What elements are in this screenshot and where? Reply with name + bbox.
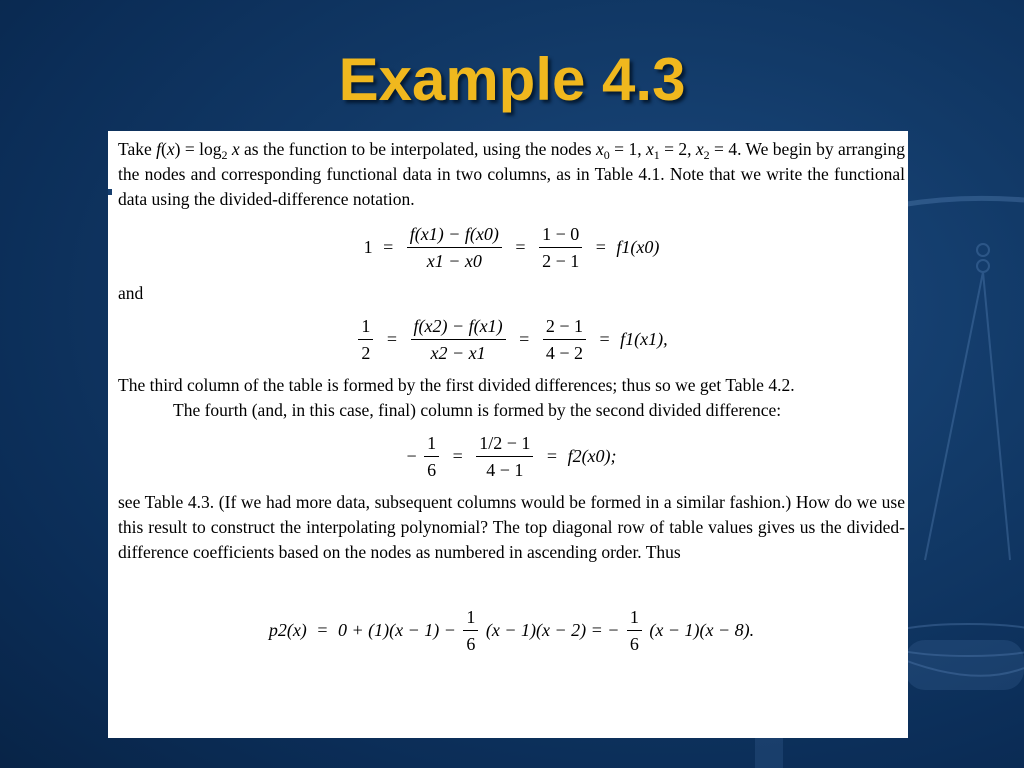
fourth-column-paragraph: The fourth (and, in this case, final) column is formed by the second divided difference: (173, 400, 782, 420)
intro-as: as the function to be interpolated, using the nodes (244, 139, 592, 159)
eq4-term3: (x − 1)(x − 8). (649, 620, 755, 640)
eq3-den: 4 − 1 (486, 460, 524, 480)
eq1-fraction-1 (407, 222, 502, 273)
eq2-num2: 2 − 1 (543, 314, 586, 340)
equation-first-divided-difference-2: $\frac{1}{2}$ = $\frac{f(x2) - f(x1)}{x2 - x1}$ = $\frac{2 - 1}{4 - 2}$ = f1(x1), (118, 314, 905, 365)
node-list: $x_0 = 1$, $x_1 = 2$, $x_2 = 4$. (596, 139, 742, 162)
eq1-num2: 1 − 0 (539, 222, 582, 248)
equation-first-divided-difference-1: 1 = $\frac{f(x1) - f(x0)}{x1 - x0}$ = $\frac{1 - 0}{2 - 1}$ = f1(x0) (363, 224, 660, 271)
eq1-num1: f(x1) − f(x0) (407, 222, 502, 248)
eq4-term1: 0 + (1)(x − 1) − (337, 620, 456, 640)
function-definition: f (156, 139, 162, 159)
eq4-frac2-den: 6 (629, 634, 639, 654)
table-4-3-paragraph: see Table 4.3. (If we had more data, subsequent columns would be formed in a similar fashion.) How do we use this result to construct the interpolating polynomial? The top diagonal row of table values gives us the divided-difference coefficients based on the nodes as numbered in ascending order. Thus (118, 492, 905, 562)
eq1-rhs: f1(x0) (616, 237, 660, 257)
eq2-den1: x2 − x1 (430, 343, 486, 363)
eq2-lhs-fraction (358, 314, 373, 365)
eq1-lhs: 1 (363, 237, 373, 257)
eq2-fraction-2 (543, 314, 586, 365)
eq4-lhs: p2(x) (268, 620, 307, 640)
panel-notch (108, 189, 112, 195)
eq2-lhs-den: 2 (361, 343, 371, 363)
eq4-frac1-num: 1 (463, 605, 478, 631)
intro-paragraph: Take $f(x) = \log_2 x$ as the function to be interpolated, using the nodes $x_0 = 1$, $x_1 = 2$, $x_2 = 4$. We begin by arranging the nodes and corresponding functional data in two columns, as in Table 4.1. Note that we write the functional data using the divided-difference notation. (118, 139, 906, 209)
equation-second-divided-difference: − $\frac{1}{6}$ = $\frac{1/2 - 1}{4 - 1}$ = f2(x0); (406, 433, 617, 480)
eq2-den2: 4 − 2 (545, 343, 583, 363)
eq3-lhs-fraction (424, 431, 439, 482)
third-column-paragraph: The third column of the table is formed by the first divided differences; thus so we get Table 4.2. (118, 375, 795, 395)
eq4-term2: (x − 1)(x − 2) = − (485, 620, 620, 640)
eq3-fraction (476, 431, 533, 482)
eq2-lhs-num: 1 (358, 314, 373, 340)
eq1-den2: 2 − 1 (542, 251, 580, 271)
slide-title: Example 4.3 (338, 46, 686, 113)
eq3-num: 1/2 − 1 (476, 431, 533, 457)
eq4-frac1-den: 6 (466, 634, 476, 654)
intro-rest: We begin by arranging the nodes and corresponding functional data in two columns, as in Table 4.1. Note that we write the functional data using the divided-difference notation. (118, 139, 906, 209)
eq3-rhs: f2(x0); (567, 446, 617, 466)
eq4-fraction-1 (463, 605, 478, 656)
eq2-fraction-1 (411, 314, 506, 365)
eq3-lhs-den: 6 (427, 460, 437, 480)
intro-take: Take (118, 139, 152, 159)
equation-interpolating-polynomial: p2(x) = 0 + (1)(x − 1) − $\frac{1}{6}$ (x − 1)(x − 2) = − $\frac{1}{6}$ (x − 1)(x − 8). (268, 607, 755, 654)
eq4-frac2-num: 1 (627, 605, 642, 631)
eq1-fraction-2 (539, 222, 582, 273)
eq2-rhs: f1(x1), (620, 329, 668, 349)
example-content-panel (108, 131, 908, 738)
and-connector: and (118, 283, 144, 303)
eq4-fraction-2 (627, 605, 642, 656)
eq2-num1: f(x2) − f(x1) (411, 314, 506, 340)
eq3-lhs-num: 1 (424, 431, 439, 457)
eq1-den1: x1 − x0 (426, 251, 482, 271)
